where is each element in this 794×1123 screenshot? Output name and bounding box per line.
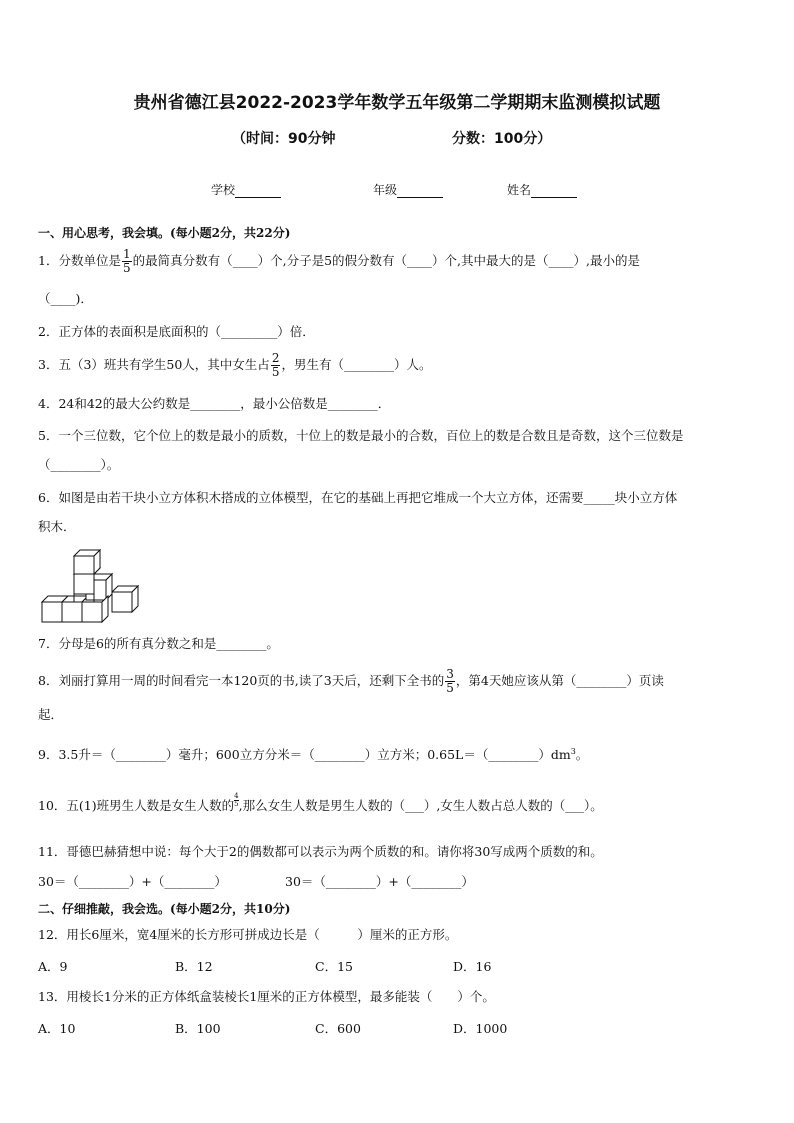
q8-text-a: 8．刘丽打算用一周的时间看完一本120页的书,读了3天后，还剩下全书的 — [38, 673, 445, 688]
q3-text-b: ，男生有（________）人。 — [281, 357, 432, 372]
q13-option-a[interactable]: A．10 — [38, 1021, 76, 1036]
question-6: 6．如图是由若干块小立方体积木搭成的立体模型，在它的基础上再把它堆成一个大立方体，还需要_____块小立方体 — [38, 490, 678, 505]
q8-text-b: ，第4天她应该从第（________）页读 — [455, 673, 664, 688]
q3-fraction: $\frac{2}{5}$ — [271, 351, 280, 379]
section-2-heading: 二、仔细推敲，我会选。(每小题2分，共10分) — [38, 902, 291, 916]
q9-text-b: 。 — [575, 747, 589, 763]
question-1-cont: （____)． — [38, 291, 93, 306]
name-label: 姓名 — [507, 183, 532, 197]
question-12: 12．用长6厘米，宽4厘米的长方形可拼成边长是（ ）厘米的正方形。 — [38, 927, 458, 942]
q12-option-b[interactable]: B．12 — [175, 959, 213, 974]
q1-text-a: 1．分数单位是 — [38, 253, 121, 268]
q13-option-b[interactable]: B．100 — [175, 1021, 221, 1036]
q13-option-d[interactable]: D．1000 — [453, 1021, 508, 1036]
question-5-cont: （________）。 — [38, 457, 120, 472]
question-13: 13．用棱长1分米的正方体纸盒装棱长1厘米的正方体模型，最多能装（ ）个。 — [38, 989, 495, 1004]
section-1-heading: 一、用心思考，我会填。(每小题2分，共22分) — [38, 226, 291, 240]
exam-title: 贵州省德江县2022-2023学年数学五年级第二学期期末监测模拟试题 — [133, 93, 661, 113]
question-8-cont: 起． — [38, 707, 64, 722]
q9-superscript: 3 — [570, 747, 576, 756]
q8-fraction: $\frac{3}{5}$ — [446, 667, 454, 695]
question-4: 4．24和42的最大公约数是________，最小公倍数是________． — [38, 396, 391, 411]
score-label: 分数：100分） — [452, 131, 552, 147]
school-field[interactable] — [211, 181, 281, 198]
question-7: 7．分母是6的所有真分数之和是________。 — [38, 636, 279, 651]
question-10 — [38, 793, 603, 816]
school-label: 学校 — [211, 183, 236, 197]
time-label: （时间：90分钟 — [232, 131, 336, 147]
q12-option-d[interactable]: D．16 — [453, 959, 492, 974]
question-3 — [38, 352, 431, 379]
q9-text-a: 9．3.5升＝（________）毫升；600立方分米＝（________）立方米；0.65L＝（________）dm — [38, 747, 571, 763]
question-1 — [38, 248, 640, 275]
grade-label: 年级 — [373, 183, 398, 197]
question-2: 2．正方体的表面积是底面积的（_________）倍． — [38, 324, 315, 339]
question-6-cont: 积木． — [38, 519, 76, 534]
q10-text-a: 10．五(1)班男生人数是女生人数的 — [38, 798, 235, 813]
q12-option-c[interactable]: C．15 — [315, 959, 353, 974]
grade-field[interactable] — [373, 181, 443, 198]
q1-fraction: $\frac{1}{5}$ — [122, 247, 131, 275]
q13-option-c[interactable]: C．600 — [315, 1021, 361, 1036]
question-9 — [38, 742, 588, 765]
name-field[interactable] — [507, 181, 577, 198]
cube-model-figure — [40, 546, 140, 626]
q12-option-a[interactable]: A．9 — [38, 959, 68, 974]
q3-text-a: 3．五（3）班共有学生50人，其中女生占 — [38, 357, 270, 372]
q10-text-b: ,那么女生人数是男生人数的（___）,女生人数占总人数的（___）。 — [238, 798, 603, 813]
q10-fraction: $\frac{4}{5}$ — [234, 792, 239, 808]
question-8 — [38, 668, 664, 695]
question-5: 5．一个三位数，它个位上的数是最小的质数，十位上的数是最小的合数，百位上的数是合数且是奇数，这个三位数是 — [38, 428, 684, 443]
question-11: 11．哥德巴赫猜想中说：每个大于2的偶数都可以表示为两个质数的和。请你将30写成两个质数的和。 — [38, 844, 603, 859]
question-11-eq1: 30＝（________）+（________） — [38, 874, 227, 889]
question-11-eq2: 30＝（________）+（________） — [285, 874, 474, 889]
q1-text-b: 的最简真分数有（____）个,分子是5的假分数有（____）个,其中最大的是（____）,最小的是 — [132, 253, 640, 268]
